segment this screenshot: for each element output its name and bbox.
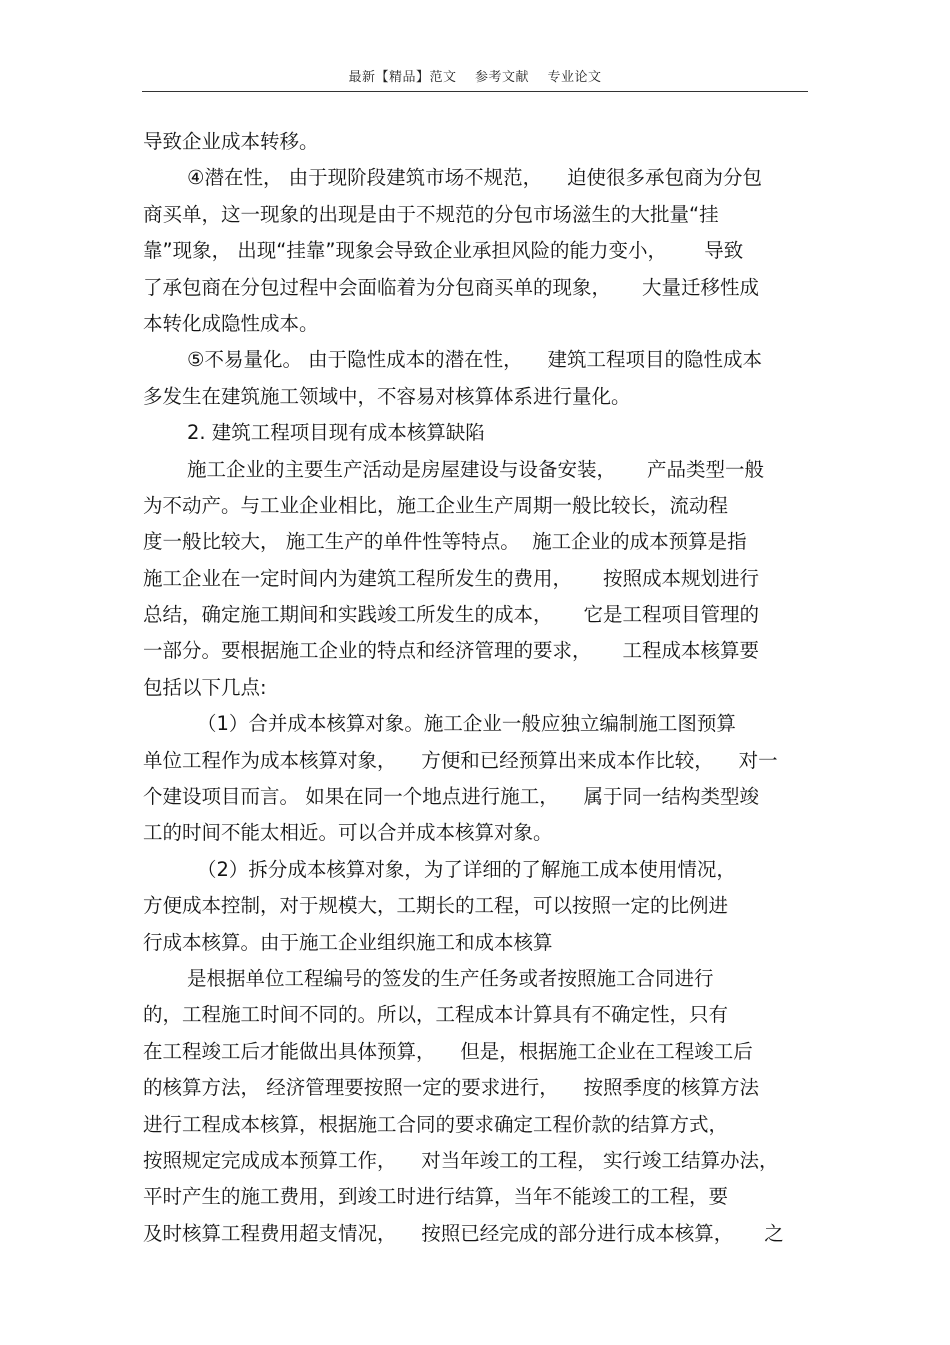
text-line: 导致企业成本转移。 [143,130,319,153]
text-line: 靠”现象， 出现“挂靠”现象会导致企业承担风险的能力变小， 导致 [143,239,744,263]
text-line: 行成本核算。由于施工企业组织施工和成本核算 [143,930,553,954]
text-line: 在工程竣工后才能做出具体预算， 但是，根据施工企业在工程竣工后 [143,1039,753,1063]
text-line: 是根据单位工程编号的签发的生产任务或者按照施工合同进行 [187,966,714,990]
text-line: 的核算方法， 经济管理要按照一定的要求进行， 按照季度的核算方法 [143,1076,759,1100]
text-line: 施工企业的主要生产活动是房屋建设与设备安装， 产品类型一般 [187,457,764,481]
text-line: 多发生在建筑施工领域中，不容易对核算体系进行量化。 [143,384,631,408]
document-body [143,124,811,1252]
text-line: 按照规定完成成本预算工作， 对当年竣工的工程， 实行竣工结算办法， [143,1148,779,1172]
header-divider [142,91,808,92]
text-line: 进行工程成本核算，根据施工合同的要求确定工程价款的结算方式， [143,1112,729,1136]
text-line: 及时核算工程费用超支情况， 按照已经完成的部分进行成本核算， 之 [143,1221,784,1245]
text-line: ⑤不易量化。 由于隐性成本的潜在性， 建筑工程项目的隐性成本 [187,348,762,372]
text-line: ④潜在性， 由于现阶段建筑市场不规范， 迫使很多承包商为分包 [187,166,762,190]
text-line: 包括以下几点: [143,675,267,699]
text-line: 总结，确定施工期间和实践竣工所发生的成本， 它是工程项目管理的 [143,603,759,627]
text-line: 度一般比较大， 施工生产的单件性等特点。 施工企业的成本预算是指 [143,530,747,554]
text-line: 个建设项目而言。 如果在同一个地点进行施工， 属于同一结构类型竣 [143,785,759,809]
text-line: 商买单，这一现象的出现是由于不规范的分包市场滋生的大批量“挂 [143,202,719,226]
page-header: 最新【精品】范文 参考文献 专业论文 [348,70,602,85]
text-line: 为不动产。与工业企业相比，施工企业生产周期一般比较长，流动程 [143,493,729,517]
text-line: 本转化成隐性成本。 [143,311,319,335]
text-line: 平时产生的施工费用，到竣工时进行结算，当年不能竣工的工程，要 [143,1185,729,1209]
text-line: 工的时间不能太相近。可以合并成本核算对象。 [143,821,553,845]
text-line: 的，工程施工时间不同的。所以，工程成本计算具有不确定性，只有 [143,1003,729,1027]
text-line: 方便成本控制，对于规模大，工期长的工程，可以按照一定的比例进 [143,894,729,918]
text-line: 单位工程作为成本核算对象， 方便和已经预算出来成本作比较， 对一 [143,748,778,772]
text-line: 了承包商在分包过程中会面临着为分包商买单的现象， 大量迁移性成 [143,275,759,299]
text-line: （2）拆分成本核算对象，为了详细的了解施工成本使用情况， [197,857,736,881]
text-line: 2. 建筑工程项目现有成本核算缺陷 [187,421,485,445]
text-line: 一部分。要根据施工企业的特点和经济管理的要求， 工程成本核算要 [143,639,759,663]
text-line: 施工企业在一定时间内为建筑工程所发生的费用， 按照成本规划进行 [143,566,759,590]
text-line: （1）合并成本核算对象。施工企业一般应独立编制施工图预算 [197,712,736,736]
